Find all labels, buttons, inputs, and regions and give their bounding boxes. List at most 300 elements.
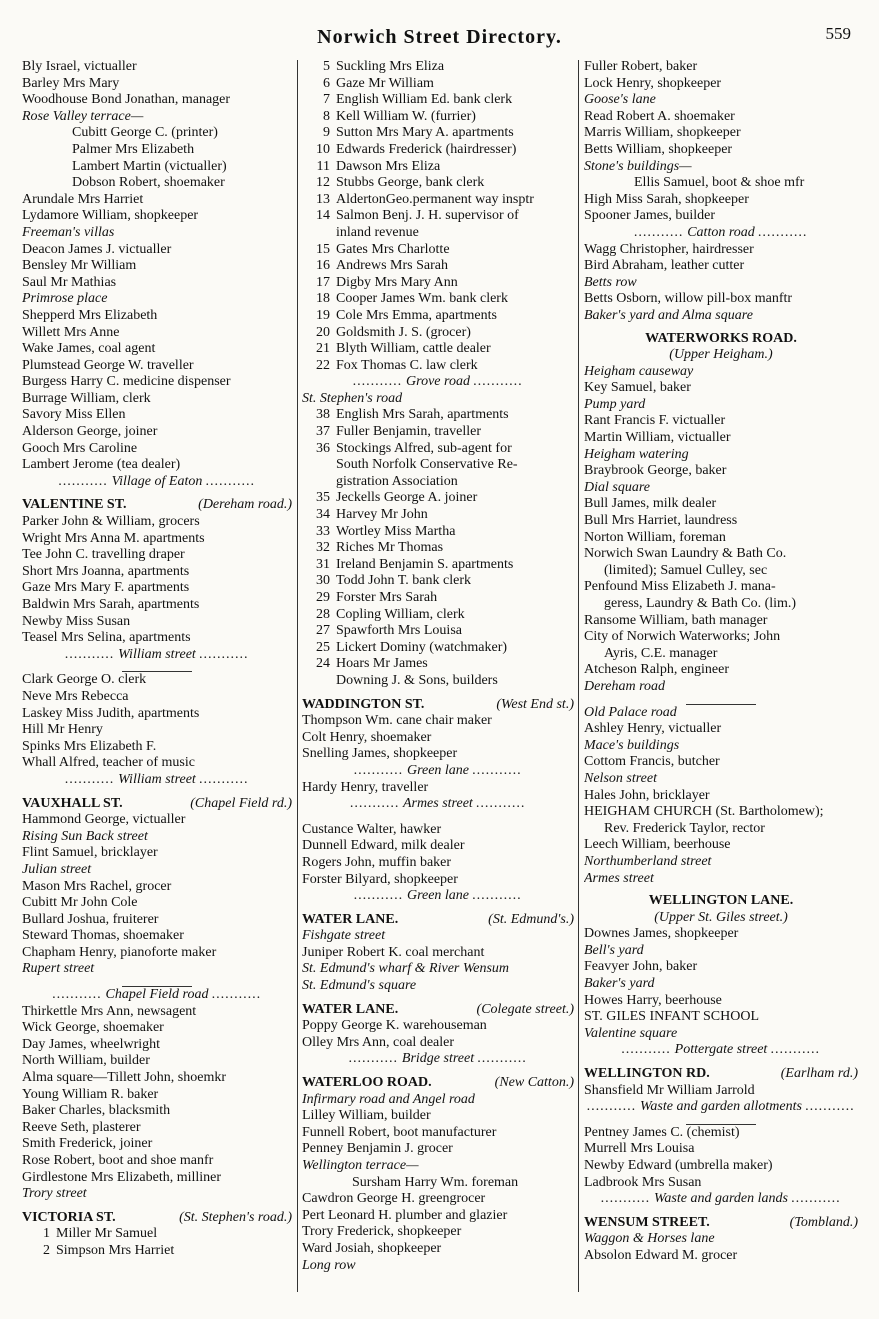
numbered-entry [302,76,574,93]
street-name: WADDINGTON ST. [302,696,425,712]
entry-text: Blyth William, cattle dealer [336,341,491,357]
directory-column-2 [302,59,574,1294]
house-number: 25 [316,639,330,655]
house-number: 5 [323,59,330,74]
directory-entry: Newby Miss Susan [22,613,131,629]
locality-line: Rising Sun Back street [22,828,148,844]
cross-street-line: ........... Village of Eaton ........... [58,473,256,489]
directory-entry: Juniper Robert K. coal merchant [302,944,485,960]
entry-text: Salmon Benj. J. H. supervisor of [336,208,519,224]
street-heading: WELLINGTON LANE. [648,893,794,909]
street-name: WELLINGTON RD. [584,1066,710,1082]
numbered-entry [302,159,574,176]
cross-street-name: William street [118,646,196,662]
house-number: 32 [316,540,330,556]
directory-entry: Steward Thomas, shoemaker [22,928,184,944]
directory-entry: Flint Samuel, bricklayer [22,845,158,861]
entry-text: Fox Thomas C. law clerk [336,357,478,373]
numbered-entry [302,341,574,358]
locality-line: Wellington terrace— [302,1158,419,1173]
numbered-entry [302,142,574,159]
directory-entry: Lock Henry, shopkeeper [584,75,722,91]
directory-entry: Baker Charles, blacksmith [22,1103,171,1119]
cross-street-name: Grove road [406,374,470,390]
directory-entry: Norton William, foreman [584,529,726,545]
directory-entry: Wright Mrs Anna M. apartments [22,530,205,546]
street-name: VALENTINE ST. [22,497,127,513]
street-heading [22,497,292,514]
entry-text: Suckling Mrs Eliza [336,59,445,74]
directory-entry: Chapham Henry, pianoforte maker [22,944,217,960]
page-header [20,24,859,52]
entry-text: Stockings Alfred, sub-agent for [336,440,512,456]
directory-entry: Smith Frederick, joiner [22,1136,153,1152]
directory-entry: Lilley William, builder [302,1108,431,1124]
street-district: (St. Stephen's road.) [179,1209,292,1225]
locality-line: Julian street [22,861,92,877]
directory-entry: Downes James, shopkeeper [584,926,739,942]
directory-entry: Trory Frederick, shopkeeper [302,1224,462,1240]
entry-text: Harvey Mr John [336,507,428,523]
entry-text: Lickert Dominy (watchmaker) [336,639,508,655]
directory-entry: Dunnell Edward, milk dealer [302,838,465,854]
directory-entry: Absolon Edward M. grocer [584,1247,738,1263]
entry-text: Stubbs George, bank clerk [336,175,485,191]
directory-entry: Thirkettle Mrs Ann, newsagent [22,1003,197,1019]
directory-entry: Palmer Mrs Elizabeth [72,141,195,157]
house-number: 36 [316,440,330,456]
numbered-entry [22,1226,292,1243]
entry-text: Gates Mrs Charlotte [336,241,450,257]
locality-line: Long row [302,1257,356,1273]
cross-street-name: Catton road [687,224,755,240]
street-name: VAUXHALL ST. [22,795,123,811]
directory-entry: High Miss Sarah, shopkeeper [584,191,749,207]
directory-entry: Betts William, shopkeeper [584,141,733,157]
house-number: 1 [43,1226,50,1242]
directory-entry: Hill Mr Henry [22,722,103,738]
cross-street-line: ........... Catton road ........... [634,224,808,240]
directory-entry: Atcheson Ralph, engineer [584,662,730,678]
directory-entry: Barley Mrs Mary [22,75,120,91]
directory-entry: Alma square—Tillett John, shoemkr [22,1070,227,1086]
street-district: (New Catton.) [494,1075,574,1091]
directory-entry: Key Samuel, baker [584,380,691,396]
entry-text: Digby Mrs Mary Ann [336,274,458,290]
street-heading [302,1075,574,1092]
street-heading [584,1215,858,1232]
numbered-entry [302,656,574,673]
street-heading [302,912,574,929]
directory-entry: Fuller Robert, baker [584,59,698,74]
numbered-entry [302,192,574,209]
street-heading [584,1066,858,1083]
house-number: 37 [316,424,330,440]
house-number: 17 [316,274,330,290]
directory-entry: Young William R. baker [22,1086,159,1102]
street-district: (Earlham rd.) [780,1066,858,1082]
numbered-entry [302,607,574,624]
entry-text: Copling William, clerk [336,606,465,622]
cross-street-line: ........... Waste and garden allotments ........... [587,1099,855,1115]
directory-entry: ST. GILES INFANT SCHOOL [584,1009,760,1025]
directory-entry: Funnell Robert, boot manufacturer [302,1124,497,1140]
directory-entry: Cubitt Mr John Cole [22,895,138,911]
house-number: 27 [316,623,330,639]
cross-street-line: ........... Waste and garden lands ........... [601,1191,841,1207]
directory-entry: Leech William, beerhouse [584,837,731,853]
entry-text: Sutton Mrs Mary A. apartments [336,125,514,141]
directory-entry: Howes Harry, beerhouse [584,992,722,1008]
house-number: 22 [316,357,330,373]
page-number: 559 [825,24,851,43]
cross-street-line: ........... Green lane ........... [353,762,523,778]
column-divider [297,60,298,1292]
house-number: 31 [316,556,330,572]
page-title: Norwich Street Directory. [317,26,562,48]
street-heading [302,697,574,714]
locality-line: Baker's yard and Alma square [584,307,753,323]
house-number: 14 [316,208,330,224]
numbered-entry [302,308,574,325]
directory-entry: geress, Laundry & Bath Co. (lim.) [604,596,797,611]
directory-entry: City of Norwich Waterworks; John [584,629,781,645]
column-divider [578,60,579,1292]
entry-text: Riches Mr Thomas [336,540,444,556]
directory-entry: Mason Mrs Rachel, grocer [22,878,172,894]
locality-line: St. Stephen's road [302,390,403,406]
directory-column-3 [584,59,858,1294]
cross-street-name: Bridge street [401,1051,475,1067]
numbered-entry [302,557,574,574]
entry-text: Ireland Benjamin S. apartments [336,556,514,572]
directory-entry: Ransome William, bath manager [584,612,768,628]
locality-line: Heigham watering [584,446,689,462]
directory-entry: Gaze Mrs Mary F. apartments [22,580,190,596]
directory-entry: Bull James, milk dealer [584,496,717,512]
directory-entry: Marris William, shopkeeper [584,125,741,141]
directory-entry: Lambert Martin (victualler) [72,158,227,174]
house-number: 12 [316,175,330,191]
directory-entry: Forster Bilyard, shopkeeper [302,871,458,887]
directory-entry: Thompson Wm. cane chair maker [302,713,492,729]
directory-entry: Woodhouse Bond Jonathan, manager [22,92,231,108]
numbered-entry [302,507,574,524]
street-name: WATER LANE. [302,911,399,927]
directory-entry: Tee John C. travelling draper [22,547,185,563]
entry-text: Fuller Benjamin, traveller [336,424,482,440]
street-district: (Tombland.) [789,1214,858,1230]
cross-street-line: ........... Green lane ........... [353,888,523,904]
house-number: 29 [316,590,330,605]
locality-line: St. Edmund's wharf & River Wensum [302,961,510,977]
directory-entry: Bird Abraham, leather cutter [584,258,745,274]
house-number: 35 [316,490,330,506]
directory-entry: Feavyer John, baker [584,959,698,975]
cross-street-name: Green lane [406,888,470,904]
directory-entry: inland revenue [336,224,419,240]
house-number: 16 [316,258,330,274]
house-number: 38 [316,407,330,423]
street-district: (Upper St. Giles street.) [654,909,788,925]
directory-entry: Wagg Christopher, hairdresser [584,241,754,257]
cross-street-line: ........... Pottergate street ........... [621,1042,821,1058]
house-number: 15 [316,241,330,257]
numbered-entry [302,490,574,507]
directory-entry: Rev. Frederick Taylor, rector [604,820,765,836]
directory-entry: Cawdron George H. greengrocer [302,1191,486,1207]
numbered-entry [302,424,574,441]
house-number: 30 [316,573,330,589]
house-number: 9 [323,125,330,141]
street-heading [22,796,292,813]
cross-street-name: Pottergate street [674,1042,768,1058]
directory-entry: Poppy George K. warehouseman [302,1018,487,1034]
directory-entry: Penfound Miss Elizabeth J. mana- [584,579,776,595]
locality-line: Northumberland street [584,853,712,869]
locality-line: Rupert street [22,961,95,977]
directory-entry: Murrell Mrs Louisa [584,1141,695,1157]
directory-entry: Short Mrs Joanna, apartments [22,563,190,579]
directory-entry: Sursham Harry Wm. foreman [352,1174,519,1190]
entry-text: Simpson Mrs Harriet [56,1242,175,1258]
entry-text: Cole Mrs Emma, apartments [336,307,497,323]
numbered-entry [302,540,574,557]
entry-text: Andrews Mrs Sarah [336,258,448,274]
locality-line: Old Palace road [584,704,677,720]
house-number: 6 [323,75,330,91]
cross-street-name: Waste and garden allotments [640,1099,802,1115]
locality-line: Primrose place [22,291,108,307]
house-number: 8 [323,108,330,124]
directory-entry: Deacon James J. victualler [22,241,172,257]
directory-entry: Wick George, shoemaker [22,1020,164,1036]
entry-text: Edwards Frederick (hairdresser) [336,141,517,157]
cross-street-name: Armes street [402,796,473,812]
directory-entry: Plumstead George W. traveller [22,357,194,373]
numbered-entry [302,358,574,375]
directory-entry: Burrage William, clerk [22,390,151,406]
numbered-entry [302,573,574,590]
locality-line: Goose's lane [584,92,656,108]
locality-line: Freeman's villas [22,224,115,240]
numbered-entry [302,590,574,607]
directory-entry: Bullard Joshua, fruiterer [22,911,159,927]
house-number: 10 [316,141,330,157]
directory-entry: Read Robert A. shoemaker [584,108,735,124]
entry-text: Gaze Mr William [336,75,434,91]
numbered-entry [302,125,574,142]
directory-entry: Baldwin Mrs Sarah, apartments [22,597,200,612]
directory-entry: (limited); Samuel Culley, sec [604,562,768,578]
directory-entry: Girdlestone Mrs Elizabeth, milliner [22,1169,222,1185]
cross-street-name: Green lane [406,762,470,778]
directory-entry: Ayris, C.E. manager [604,645,718,661]
directory-entry: Lambert Jerome (tea dealer) [22,457,181,473]
directory-entry: Laskey Miss Judith, apartments [22,705,200,721]
directory-entry: Hardy Henry, traveller [302,779,429,795]
street-heading [302,1002,574,1019]
directory-entry: Day James, wheelwright [22,1036,161,1052]
directory-entry: Penney Benjamin J. grocer [302,1141,453,1157]
directory-entry: Cottom Francis, butcher [584,754,720,770]
directory-entry: Snelling James, shopkeeper [302,746,458,762]
street-district: (St. Edmund's.) [488,911,574,927]
street-district: (Upper Heigham.) [669,347,773,363]
house-number: 19 [316,307,330,323]
cross-street-line: ........... Bridge street ........... [348,1051,528,1067]
directory-entry: Teasel Mrs Selina, apartments [22,630,191,646]
numbered-entry [302,242,574,259]
entry-text: English William Ed. bank clerk [336,92,513,108]
directory-entry: Custance Walter, hawker [302,821,442,837]
entry-text: Wortley Miss Martha [336,523,456,539]
directory-entry: Whall Alfred, teacher of music [22,755,195,771]
house-number: 7 [323,92,330,108]
directory-entry: Downing J. & Sons, builders [336,672,498,688]
numbered-entry [302,524,574,541]
locality-line: Dial square [584,479,650,495]
directory-entry: Ladbrook Mrs Susan [584,1174,702,1190]
locality-line: Heigham causeway [584,363,694,379]
entry-text: Hoars Mr James [336,656,428,672]
entry-text: English Mrs Sarah, apartments [336,407,509,423]
directory-entry: Rant Francis F. victualler [584,413,726,429]
entry-text: AldertonGeo.permanent way insptr [336,191,534,207]
cross-street-line: ........... William street ........... [65,771,249,787]
directory-entry: Newby Edward (umbrella maker) [584,1158,773,1173]
locality-line: Fishgate street [302,928,386,944]
numbered-entry [302,275,574,292]
cross-street-line: ........... Grove road ........... [353,374,523,390]
house-number: 28 [316,606,330,622]
directory-entry: HEIGHAM CHURCH (St. Bartholomew); [584,804,824,820]
numbered-entry [302,325,574,342]
directory-entry: Spooner James, builder [584,208,716,224]
directory-entry: Savory Miss Ellen [22,407,126,423]
house-number: 11 [316,158,330,174]
entry-text: Miller Mr Samuel [56,1226,158,1242]
street-heading: WATERWORKS ROAD. [645,330,797,346]
directory-entry: Pert Leonard H. plumber and glazier [302,1207,508,1223]
directory-entry: Rose Robert, boot and shoe manfr [22,1153,214,1168]
directory-entry: Shansfield Mr William Jarrold [584,1082,755,1098]
house-number: 33 [316,523,330,539]
numbered-entry [302,92,574,109]
numbered-entry [302,441,574,458]
entry-text: Dawson Mrs Eliza [336,158,441,174]
entry-text: Goldsmith J. S. (grocer) [336,324,471,340]
cross-street-line: ........... William street ........... [65,646,249,662]
directory-entry: Spinks Mrs Elizabeth F. [22,738,157,754]
numbered-entry [302,109,574,126]
entry-text: Kell William W. (furrier) [336,108,476,124]
directory-entry: Martin William, victualler [584,430,731,446]
house-number: 18 [316,291,330,307]
locality-line: Trory street [22,1186,87,1202]
directory-entry: Rogers John, muffin baker [302,854,452,870]
directory-entry: Reeve Seth, plasterer [22,1119,141,1135]
numbered-entry [302,59,574,76]
locality-line: Mace's buildings [584,737,680,753]
directory-entry: Lydamore William, shopkeeper [22,208,199,224]
house-number: 2 [43,1242,50,1258]
directory-column-1 [22,59,292,1294]
locality-line: Valentine square [584,1025,678,1041]
locality-line: Bell's yard [584,942,644,958]
directory-entry: Parker John & William, grocers [22,514,200,530]
numbered-entry [302,291,574,308]
directory-entry: Wake James, coal agent [22,341,156,357]
street-district: (Colegate street.) [476,1001,574,1017]
street-district: (Chapel Field rd.) [190,795,292,811]
locality-line: Nelson street [584,770,657,786]
directory-entry: Bensley Mr William [22,258,137,274]
street-name: WATER LANE. [302,1001,399,1017]
numbered-entry [302,258,574,275]
directory-entry: Gooch Mrs Caroline [22,440,138,456]
house-number: 24 [316,656,330,672]
house-number: 13 [316,191,330,207]
directory-entry: Arundale Mrs Harriet [22,191,144,207]
directory-entry: Neve Mrs Rebecca [22,688,129,704]
directory-entry: South Norfolk Conservative Re- [336,457,518,473]
directory-entry: Hales John, bricklayer [584,787,710,803]
directory-entry: Norwich Swan Laundry & Bath Co. [584,546,787,562]
entry-text: Todd John T. bank clerk [336,573,471,589]
directory-entry: Bly Israel, victualler [22,59,137,74]
spacer [302,813,574,822]
locality-line: Pump yard [584,396,646,412]
directory-entry: Braybrook George, baker [584,463,727,479]
directory-entry: Shepperd Mrs Elizabeth [22,307,158,323]
directory-entry: Clark George O. clerk [22,672,147,688]
numbered-entry [302,623,574,640]
directory-entry: Burgess Harry C. medicine dispenser [22,374,231,390]
directory-entry: Hammond George, victualler [22,812,186,828]
numbered-entry [302,640,574,657]
entry-text: Forster Mrs Sarah [336,590,438,605]
cross-street-name: Village of Eaton [111,473,203,489]
numbered-entry [302,208,574,225]
directory-entry: Bull Mrs Harriet, laundress [584,513,738,529]
locality-line: Infirmary road and Angel road [302,1091,475,1107]
entry-text: Spawforth Mrs Louisa [336,623,462,639]
numbered-entry [302,175,574,192]
directory-entry: Ellis Samuel, boot & shoe mfr [634,175,805,191]
directory-entry: Cubitt George C. (printer) [72,125,218,141]
street-heading [22,1210,292,1227]
street-name: VICTORIA ST. [22,1209,116,1225]
directory-entry: Saul Mr Mathias [22,274,117,290]
cross-street-line: ........... Armes street ........... [350,796,526,812]
directory-entry: Willett Mrs Anne [22,324,120,340]
directory-entry: Alderson George, joiner [22,424,158,440]
directory-entry: Betts Osborn, willow pill-box manftr [584,291,793,307]
directory-entry: Pentney James C. (chemist) [584,1124,740,1140]
cross-street-name: William street [118,771,196,787]
cross-street-name: Waste and garden lands [654,1191,788,1207]
locality-line: Waggon & Horses lane [584,1231,715,1247]
entry-text: Jeckells George A. joiner [336,490,478,506]
locality-line: Baker's yard [584,976,655,992]
street-name: WENSUM STREET. [584,1214,710,1230]
directory-entry: Ward Josiah, shopkeeper [302,1240,442,1256]
entry-text: Cooper James Wm. bank clerk [336,291,508,307]
numbered-entry [22,1243,292,1260]
directory-entry: Colt Henry, shoemaker [302,729,432,745]
locality-line: Armes street [584,870,654,886]
